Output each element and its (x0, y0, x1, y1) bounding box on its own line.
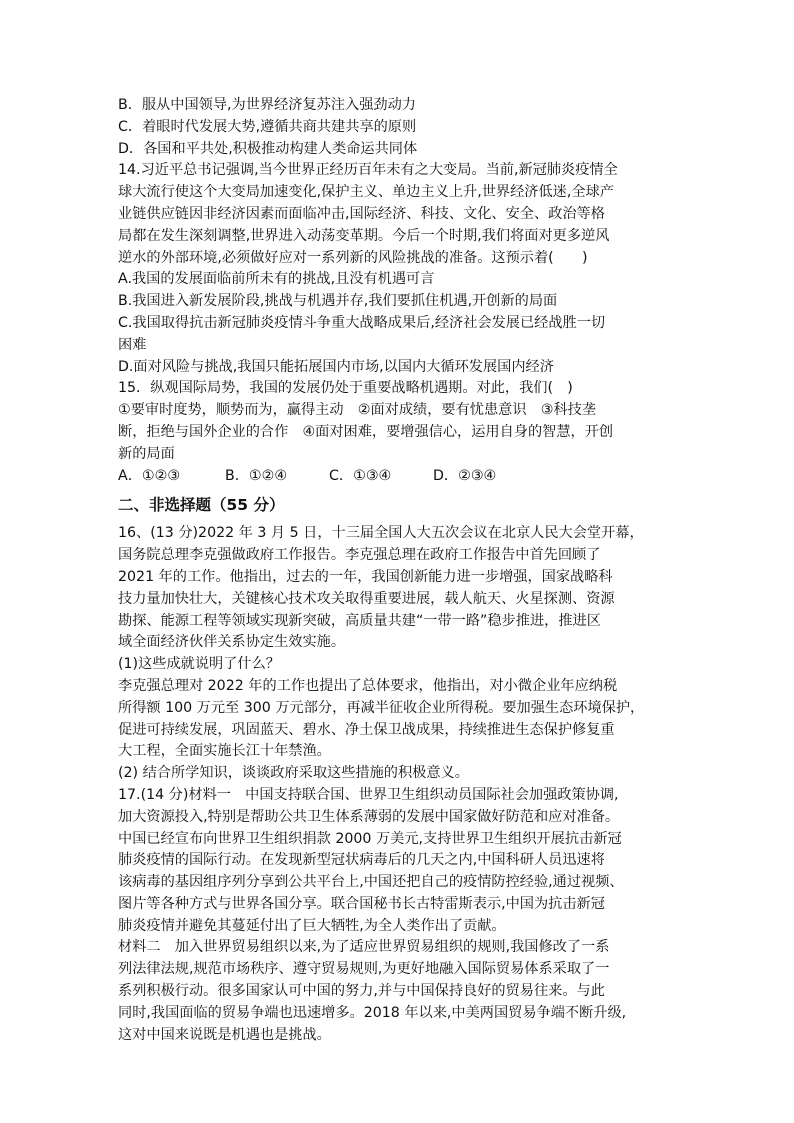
q14-stem-line: 局都在发生深刻调整,世界进入动荡变革期。今后一个时期,我们将面对更多逆风 (118, 227, 610, 244)
q16-text-line: 促进可持续发展，巩固蓝天、碧水、净土保卫战成果，持续推进生态保护修复重 (118, 721, 615, 738)
q17-text-line: 这对中国来说既是机遇也是挑战。 (118, 1026, 331, 1043)
q16-text-line: 李克强总理对 2022 年的工作也提出了总体要求，他指出，对小微企业年应纳税 (118, 677, 618, 694)
q14-stem-line: 14.习近平总书记强调,当今世界正经历百年未有之大变局。当前,新冠肺炎疫情全 (118, 162, 618, 179)
q16-text-line: 国务院总理李克强做政府工作报告。李克强总理在政府工作报告中首先回顾了 (118, 547, 601, 564)
q13-option-c: C．着眼时代发展大势,遵循共商共建共享的原则 (118, 118, 417, 135)
q17-text-line: 材料二 加入世界贸易组织以来,为了适应世界贸易组织的规则,我国修改了一系 (118, 939, 610, 956)
q16-text-line: 16、(13 分)2022 年 3 月 5 日，十三届全国人大五次会议在北京人民大会堂开幕， (118, 525, 644, 542)
q16-subquestion-2: (2) 结合所学知识，谈谈政府采取这些措施的积极意义。 (118, 765, 469, 782)
q14-option-c-cont: 困难 (118, 336, 147, 353)
q17-text-line: 中国已经宣布向世界卫生组织捐款 2000 万美元,支持世界卫生组织开展抗击新冠 (118, 830, 622, 847)
question-14 (118, 160, 680, 378)
q16-text-line: 大工程，全面实施长江十年禁渔。 (118, 743, 331, 760)
q16-text-line: 所得额 100 万元至 300 万元部分，再减半征收企业所得税。要加强生态环境保护， (118, 699, 645, 716)
q14-stem-line: 业链供应链因非经济因素而面临冲击,国际经济、科技、文化、安全、政治等格 (118, 205, 605, 222)
q14-option-c: C.我国取得抗击新冠肺炎疫情斗争重大战略成果后,经济社会发展已经战胜一切 (118, 314, 606, 331)
q17-text-line: 17.(14 分)材料一 中国支持联合国、世界卫生组织动员国际社会加强政策协调, (118, 786, 619, 803)
q17-text-line: 列法律法规,规范市场秩序、遵守贸易规则,为更好地融入国际贸易体系采取了一 (118, 961, 610, 978)
q17-text-line: 肺炎疫情的国际行动。在发现新型冠状病毒后的几天之内,中国科研人员迅速将 (118, 852, 605, 869)
q14-option-d: D.面对风险与挑战,我国只能拓展国内市场,以国内大循环发展国内经济 (118, 358, 554, 375)
q17-text-line: 系列积极行动。很多国家认可中国的努力,并与中国保持良好的贸易往来。与此 (118, 983, 605, 1000)
q17-text-line: 肺炎疫情并避免其蔓延付出了巨大牺牲,为全人类作出了贡献。 (118, 917, 506, 934)
q14-stem-line: 逆水的外部环境,必须做好应对一系列新的风险挑战的准备。这预示着( ) (118, 249, 588, 266)
question-15 (118, 378, 680, 487)
q13-option-b: B．服从中国领导,为世界经济复苏注入强劲动力 (118, 97, 416, 113)
q15-option-a: A．①②③ (118, 467, 181, 484)
q15-option-b: B．①②④ (225, 467, 288, 484)
q13-options (118, 95, 680, 160)
q15-stem-line: 新的局面 (118, 445, 175, 462)
q13-option-d: D．各国和平共处,积极推动构建人类命运共同体 (118, 140, 418, 157)
q17-text-line: 同时,我国面临的贸易争端也迅速增多。2018 年以来,中美两国贸易争端不断升级, (118, 1004, 627, 1021)
q14-option-b: B.我国进入新发展阶段,挑战与机遇并存,我们要抓住机遇,开创新的局面 (118, 293, 558, 310)
exam-page (118, 95, 680, 1046)
q15-stem-line: 断，拒绝与国外企业的合作 ④面对困难，要增强信心，运用自身的智慧，开创 (118, 423, 614, 440)
q17-text-line: 图片等各种方式与世界各国分享。联合国秘书长古特雷斯表示,中国为抗击新冠 (118, 895, 605, 912)
q15-stem-line: 15．纵观国际局势，我国的发展仍处于重要战略机遇期。对此，我们( ) (118, 380, 573, 397)
q15-options (118, 466, 680, 488)
q16-subquestion-1: (1)这些成就说明了什么？ (118, 656, 280, 673)
q14-stem-line: 球大流行使这个大变局加速变化,保护主义、单边主义上升,世界经济低迷,全球产 (118, 184, 614, 201)
q17-text-line: 加大资源投入,特别是帮助公共卫生体系薄弱的发展中国家做好防范和应对准备。 (118, 808, 620, 825)
q16-text-line: 域全面经济伙伴关系协定生效实施。 (118, 634, 346, 651)
question-17 (118, 785, 680, 1047)
section-title: 二、非选择题（55 分） (118, 496, 285, 515)
q17-text-line: 该病毒的基因组序列分享到公共平台上,中国还把自己的疫情防控经验,通过视频、 (118, 874, 624, 891)
q16-text-line: 技力量加快壮大，关键核心技术攻关取得重要进展，载人航天、火星探测、资源 (118, 590, 615, 607)
question-16 (118, 523, 680, 785)
q15-option-c: C．①③④ (329, 467, 392, 484)
q16-text-line: 2021 年的工作。他指出，过去的一年，我国创新能力进一步增强，国家战略科 (118, 568, 613, 585)
q16-text-line: 勘探、能源工程等领域实现新突破，高质量共建“一带一路”稳步推进，推进区 (118, 612, 601, 629)
q14-option-a: A.我国的发展面临前所未有的挑战,且没有机遇可言 (118, 271, 435, 288)
q15-option-d: D．②③④ (433, 467, 497, 484)
q15-stem-line: ①要审时度势，顺势而为，赢得主动 ②面对成绩，要有忧患意识 ③科技垄 (118, 402, 596, 419)
